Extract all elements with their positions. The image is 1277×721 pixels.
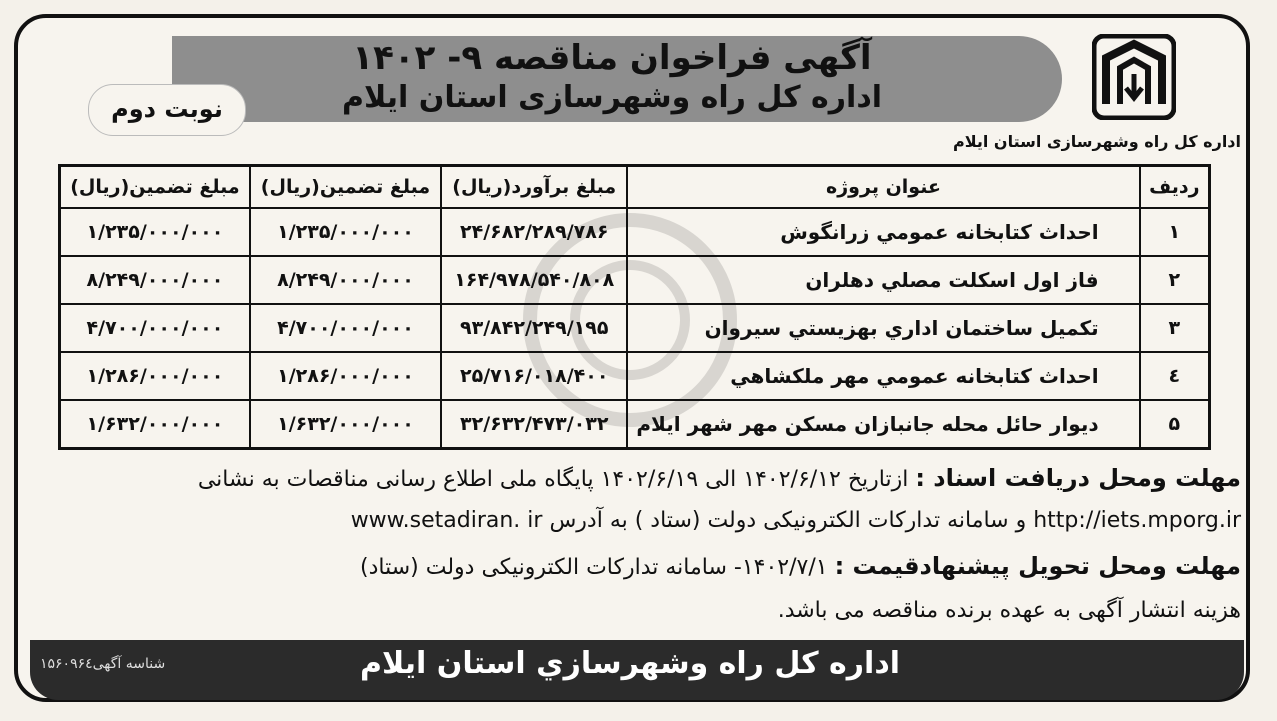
guarantee-amount: ۴/۷۰۰/۰۰۰/۰۰۰ (250, 304, 441, 352)
project-title: دیوار حائل محله جانبازان مسکن مهر شهر ایلام (627, 400, 1139, 449)
estimate-amount: ۲۵/۷۱۶/۰۱۸/۴۰۰ (441, 352, 627, 400)
project-title: احداث کتابخانه عمومي زرانگوش (627, 208, 1139, 256)
docs-paragraph-line1 (198, 462, 1241, 495)
ad-id: شناسه آگهی۱۵۶۰۹۶٤ (40, 656, 166, 672)
table-row (60, 256, 1210, 304)
guarantee-amount-2: ۱/۲۳۵/۰۰۰/۰۰۰ (60, 208, 250, 256)
row-number: ۵ (1140, 400, 1210, 449)
docs-url2[interactable]: www.setadiran. ir (350, 508, 543, 533)
guarantee-amount: ۸/۲۴۹/۰۰۰/۰۰۰ (250, 256, 441, 304)
round-badge: نوبت دوم (88, 84, 246, 136)
footer-bar (30, 640, 1244, 700)
docs-label: مهلت ومحل دریافت اسناد : (915, 464, 1241, 492)
cost-note: هزینه انتشار آگهی به عهده برنده مناقصه می باشد. (777, 598, 1241, 623)
table-header-row (60, 166, 1210, 209)
submission-paragraph (360, 550, 1241, 583)
guarantee-amount: ۱/۲۸۶/۰۰۰/۰۰۰ (250, 352, 441, 400)
row-number: ۲ (1140, 256, 1210, 304)
org-line: اداره کل راه وشهرسازی استان ایلام (952, 132, 1241, 151)
guarantee-amount: ۱/۶۳۲/۰۰۰/۰۰۰ (250, 400, 441, 449)
header-estimate: مبلغ برآورد(ریال) (441, 166, 627, 209)
guarantee-amount-2: ۱/۶۳۲/۰۰۰/۰۰۰ (60, 400, 250, 449)
row-number: ۳ (1140, 304, 1210, 352)
guarantee-amount-2: ۴/۷۰۰/۰۰۰/۰۰۰ (60, 304, 250, 352)
ad-title: آگهی فراخوان مناقصه ۹- ۱۴۰۲ (352, 38, 872, 78)
title-banner (172, 36, 1062, 122)
submission-text: ۱۴۰۲/۷/۱- سامانه تدارکات الکترونیکی دولت (ستاد) (360, 555, 828, 580)
table-row (60, 208, 1210, 256)
row-number: ۱ (1140, 208, 1210, 256)
table-row (60, 352, 1210, 400)
estimate-amount: ۹۳/۸۴۲/۲۴۹/۱۹۵ (441, 304, 627, 352)
project-title: تکمیل ساختمان اداري بهزیستي سیروان (627, 304, 1139, 352)
header-guarantee: مبلغ تضمین(ریال) (250, 166, 441, 209)
guarantee-amount: ۱/۲۳۵/۰۰۰/۰۰۰ (250, 208, 441, 256)
docs-paragraph-line2 (351, 506, 1241, 536)
estimate-amount: ۱۶۴/۹۷۸/۵۴۰/۸۰۸ (441, 256, 627, 304)
row-number: ٤ (1140, 352, 1210, 400)
tender-table (58, 164, 1211, 450)
ad-subtitle: اداره کل راه وشهرسازی استان ایلام (341, 80, 882, 115)
estimate-amount: ۲۴/۶۸۲/۲۸۹/۷۸۶ (441, 208, 627, 256)
docs-text1: ازتاریخ ۱۴۰۲/۶/۱۲ الی ۱۴۰۲/۶/۱۹ پایگاه ملی اطلاع رسانی مناقصات به نشانی (197, 467, 909, 492)
table-row (60, 400, 1210, 449)
project-title: فاز اول اسکلت مصلي دهلران (627, 256, 1139, 304)
header-row-number: ردیف (1140, 166, 1210, 209)
footer-title: اداره کل راه وشهرسازي استان ایلام (359, 646, 900, 681)
project-title: احداث کتابخانه عمومي مهر ملکشاهي (627, 352, 1139, 400)
submission-label: مهلت ومحل تحویل پیشنهادقیمت : (834, 552, 1241, 580)
guarantee-amount-2: ۱/۲۸۶/۰۰۰/۰۰۰ (60, 352, 250, 400)
docs-url1[interactable]: http://iets.mporg.ir (1033, 508, 1241, 533)
docs-text2: و سامانه تدارکات الکترونیکی دولت (ستاد ) به آدرس (549, 508, 1027, 533)
estimate-amount: ۳۲/۶۳۲/۴۷۳/۰۳۲ (441, 400, 627, 449)
header-guarantee-2: مبلغ تضمین(ریال) (60, 166, 250, 209)
guarantee-amount-2: ۸/۲۴۹/۰۰۰/۰۰۰ (60, 256, 250, 304)
header-project-title: عنوان پروژه (627, 166, 1139, 209)
road-urban-logo-icon (1092, 34, 1176, 120)
table-row (60, 304, 1210, 352)
